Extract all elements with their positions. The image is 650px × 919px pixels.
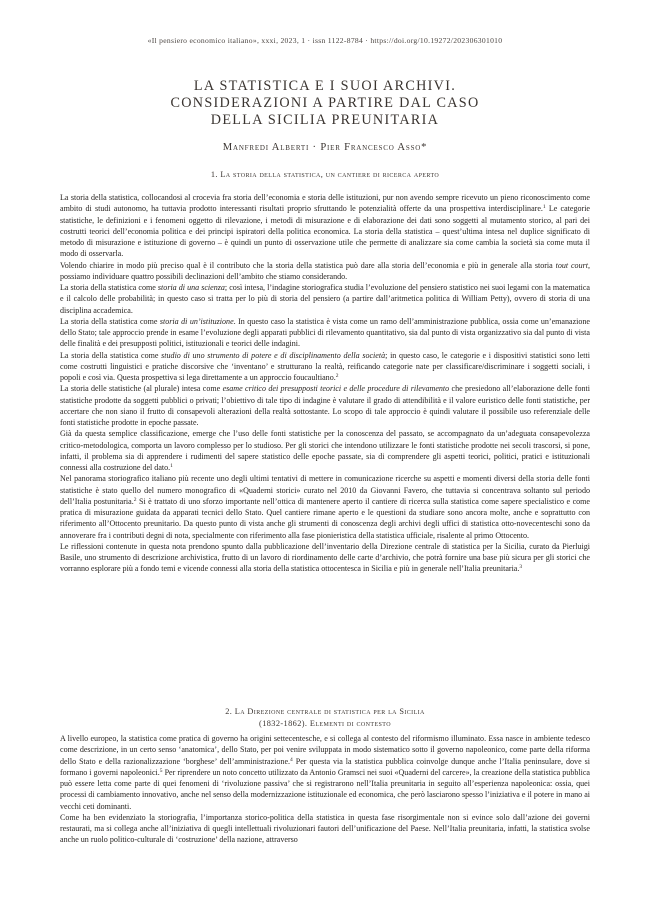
- section-1-body: [60, 192, 590, 575]
- italic-term: esame critico dei presupposti teorici e delle procedure di rilevamento: [222, 384, 450, 394]
- italic-term: studio di uno strumento di potere e di disciplinamento della società: [161, 350, 386, 360]
- text-run: . In questo caso la statistica è vista come un ramo dell’amministrazione pubblica, ossia come un’emanazione dello Stato; tale approccio prende in esame l’evoluzione degli apparati pubblici di rilevamento quantitativo, sia dal punto di vista organizzativo sia dal punto di vista delle finalità e dei presupposti politici, istituzionali e teorici delle indagini.: [60, 316, 591, 349]
- section-heading-2: [60, 706, 590, 730]
- section-heading-1: 1. La storia della statistica, un cantiere di ricerca aperto: [210, 170, 440, 179]
- italic-term: storia di un’istituzione: [159, 316, 234, 326]
- text-run: , possiamo individuare quattro possibili declinazioni dell’ambito che stiamo considerando.: [60, 260, 590, 281]
- text-run: La storia della statistica, collocandosi al crocevia fra storia dell’economia e storia delle istituzioni, pur non avendo sempre ricevuto un pieno riconoscimento come ambito di studi autonomo, ha tuttavia prodotto interessanti risultati proprio sfruttando le potenzialità offerte da una prospettiva interdisciplinare.: [60, 193, 590, 214]
- footnote-ref: 2: [335, 373, 339, 379]
- italic-term: tout court: [555, 260, 588, 270]
- title-line: CONSIDERAZIONI A PARTIRE DAL CASO: [170, 95, 480, 111]
- article-title: [60, 78, 590, 129]
- footnote-ref: 5: [159, 767, 163, 774]
- text-run: A livello europeo, la statistica come pratica di governo ha origini settecentesche, e si collega al contesto del riformismo illuminato. Essa nasce in ambiente tedesco come descrizione, in un certo senso ‘anatomica’, dello Stato, per poi venire sviluppata in modo sistematico sotto il governo napoleonico, come parte della riforma dello Stato e della razionalizzazione ‘borghese’ dell’amministrazione.: [60, 734, 590, 766]
- text-run: La storia delle statistiche (al plurale) intesa come: [60, 384, 223, 394]
- paragraph: [60, 260, 590, 283]
- paragraph: [60, 812, 590, 846]
- text-run: ; così intesa, l’indagine storiografica studia l’evoluzione del pensiero statistico nei suoi legami con la matematica e il calcolo delle probabilità; in questo caso si tratta per lo più di storia del pensiero (a partire dall’aritmetica politica di William Petty), ovvero di storia di una disciplina accademica.: [60, 283, 590, 315]
- paragraph: [60, 282, 590, 316]
- paragraph: [60, 350, 590, 384]
- text-run: Le categorie statistiche, le definizioni e i fenomeni oggetto di rilevazione, i metodi di misurazione e di elaborazione dei dati sono soggetti al mutamento storico, al pari dei costrutti teorici dell’economia politica e dei principi ispiratori della politica economica. La storia della statistica – quest’ultima intesa nel duplice significato di metodo di misurazione e istituzione di governo – è quindi un punto di osservazione utile che permette di analizzare sia come cambia la società sia come muta il modo di osservarla.: [60, 204, 590, 259]
- paragraph: [60, 428, 590, 473]
- text-run: Si è trattato di uno sforzo importante nell’ottica di mantenere aperto il cantiere di ricerca sulla statistica come sapere specialistico e come pratica di misurazione guidata da apparati tecnici dello Stato. Quel cantiere rimane aperto e le questioni da studiare sono ancora molte, anche e soprattutto con riferimento all’Ottocento preunitario. Da questo punto di vista anche gli strumenti di conoscenza degli archivi degli uffici di statistica otto-novecenteschi sono da annoverare fra i contributi degni di nota, specialmente con riferimento alla fase pionieristica della statistica ufficiale, risalente al primo Ottocento.: [60, 496, 591, 540]
- text-run: Già da questa semplice classificazione, emerge che l’uso delle fonti statistiche per la conoscenza del passato, se accompagnato da un’adeguata consapevolezza critico-metodologica, comporta un lavoro complesso per lo studioso. Per gli storici che intendono utilizzare le fonti statistiche prodotte nei secoli trascorsi, si pone, infatti, il problema sia di apprendere i rudimenti del sapere statistico delle epoche passate, sia di comprendere gli aspetti teorici, politici, pratici e istituzionali connessi alla costruzione del dato.: [60, 429, 590, 472]
- footnote-ref: 1: [542, 204, 546, 211]
- footnote-ref: 1: [170, 463, 173, 469]
- text-run: Volendo chiarire in modo più preciso qual è il contributo che la storia della statistica può dare alla storia dell’economia e più in generale alla storia: [60, 260, 556, 270]
- text-run: Nel panorama storiografico italiano più recente uno degli ultimi tentativi di mettere in comunicazione ricerche su aspetti e momenti diversi della storia delle fonti statistiche è stato quello del numero monografico di «Quaderni storici» curato nel 2010 da Giovanni Favero, che tuttavia si concentrava soltanto sul periodo dell’Italia postunitaria.: [60, 474, 590, 506]
- text-run: ; in questo caso, le categorie e i dispositivi statistici sono letti come costrutti linguistici e pratiche discorsive che ‘inventano’ e strutturano la realtà, reificando categorie nate per classificare/discriminare i soggetti sociali, i popoli e così via. Questa prospettiva si lega direttamente a un approccio foucaultiano.: [60, 350, 590, 382]
- paragraph: [60, 473, 590, 541]
- italic-term: storia di una scienza: [157, 283, 225, 292]
- section-heading-line: (1832-1862). Elementi di contesto: [259, 719, 391, 728]
- authors: Manfredi Alberti · Pier Francesco Asso*: [222, 142, 428, 153]
- text-run: La storia della statistica come: [60, 350, 162, 360]
- footnote-ref: 2: [133, 496, 137, 503]
- text-run: Per questa via la statistica pubblica coinvolge dunque anche l’Italia peninsulare, dove si formano i governi napoleonici.: [60, 756, 590, 777]
- running-header: «Il pensiero economico italiano», xxxi, 2023, 1 · issn 1122-8784 · https://doi.org/10.19272/202306301010: [147, 36, 503, 45]
- section-heading-line: 2. La Direzione centrale di statistica per la Sicilia: [225, 707, 425, 716]
- text-run: Come ha ben evidenziato la storiografia, l’importanza storico-politica della statistica in questa fase risorgimentale non si evince solo dall’azione dei governi restaurati, ma si collega anche all’iniziativa di quegli intellettuali rivoluzionari fautori dell’unificazione del Paese. Nell’Italia preunitaria, infatti, la statistica svolse anche un ruolo politico-culturale di ‘costruzione’ della nazione, attraverso: [60, 812, 590, 845]
- paragraph: [60, 541, 590, 575]
- section-2-body: [60, 733, 590, 846]
- text-run: La storia della statistica come: [60, 283, 158, 292]
- title-line: DELLA SICILIA PREUNITARIA: [210, 112, 440, 128]
- text-run: La storia della statistica come: [60, 316, 160, 326]
- paragraph: [60, 316, 590, 350]
- text-run: che presiedono all’elaborazione delle fonti statistiche prodotte da soggetti pubblici o privati; l’obiettivo di tale tipo di indagine è valutare il grado di attendibilità e il valore euristico delle fonti statistiche, per accertare che non siano il frutto di consapevoli alterazioni della realtà sottostante. Lo scopo di tale approccio è quindi valutare il possibile uso referenziale delle fonti statistiche prodotte in epoche passate.: [60, 384, 590, 427]
- footnote-ref: 3: [519, 564, 523, 571]
- paragraph: [60, 733, 590, 812]
- paragraph: [60, 383, 590, 428]
- footnote-ref: 4: [290, 756, 293, 763]
- title-line: LA STATISTICA E I SUOI ARCHIVI.: [193, 78, 457, 94]
- text-run: Per riprendere un noto concetto utilizzato da Antonio Gramsci nei suoi «Quaderni del carcere», la creazione della statistica pubblica può essere letta come parte di quei fenomeni di ‘rivoluzione passiva’ che si registrarono nell’Italia preunitaria in seguito all’esperienza napoleonica: ossia, quei processi di cambiamento innovativo, anche nel senso della modernizzazione istituzionale ed economica, che però lasciarono spesso l’iniziativa e il potere in mano ai vecchi ceti dominanti.: [60, 767, 591, 811]
- paragraph: [60, 192, 590, 260]
- text-run: Le riflessioni contenute in questa nota prendono spunto dalla pubblicazione dell’inventario della Direzione centrale di statistica per la Sicilia, curato da Pierluigi Basile, uno strumento di descrizione archivistica, frutto di un lavoro di riordinamento delle carte d’archivio, che potrà fornire una base più sicura per gli storici che vorranno esplorare più a fondo temi e vicende connessi alla storia della statistica ottocentesca in Sicilia e più in generale nell’Italia preunitaria.: [60, 541, 590, 574]
